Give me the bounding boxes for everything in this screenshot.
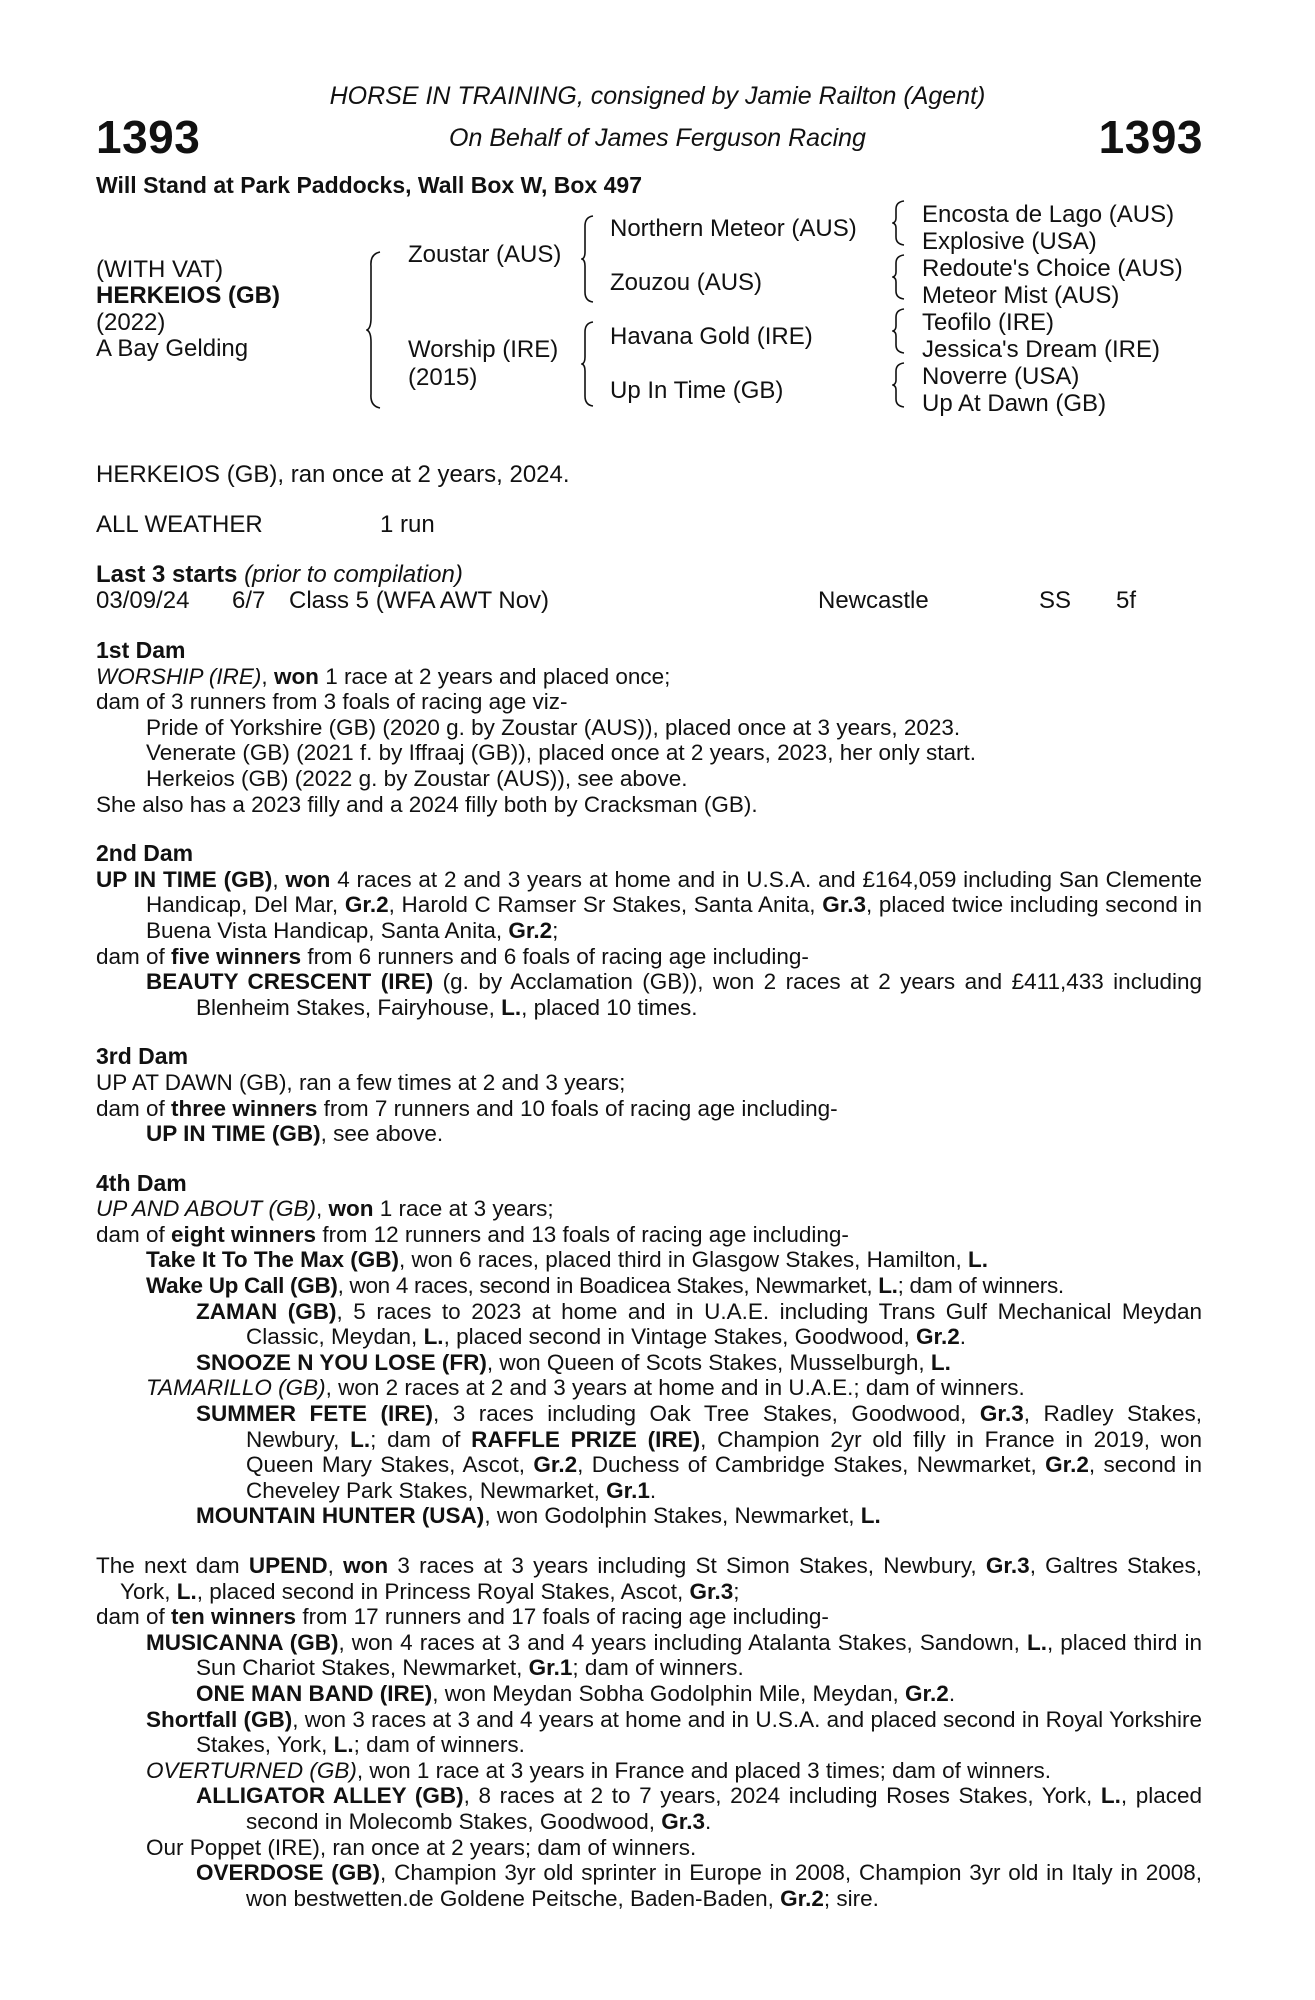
dam4-a-t: , won 6 races, placed third in Glasgow Stakes, Hamilton, bbox=[398, 1247, 968, 1273]
surface-label: ALL WEATHER bbox=[96, 511, 263, 538]
pedigree-dam-sire: Havana Gold (IRE) bbox=[610, 323, 813, 350]
dam4-offspring-b bbox=[96, 1273, 1202, 1299]
dam1-name: WORSHIP (IRE) bbox=[96, 663, 262, 689]
next-dam-e-name: ALLIGATOR ALLEY (GB) bbox=[196, 1783, 464, 1809]
last-starts-title: Last 3 starts bbox=[96, 561, 238, 588]
next-dam-c-t1: , won 3 races at 3 and 4 years at home and in U.S.A. and placed second in Royal Yorkshire Stakes, York, bbox=[196, 1706, 1202, 1758]
next-dam-dam-of-post: from 17 runners and 17 foals of racing age including- bbox=[296, 1604, 829, 1630]
dam4-b-t2: ; dam of winners. bbox=[897, 1273, 1064, 1299]
pedigree-gg2: Explosive (USA) bbox=[922, 228, 1097, 255]
next-dam-offspring-e bbox=[96, 1783, 1202, 1834]
lot-number-left: 1393 bbox=[96, 111, 201, 163]
dam2-o1-t1: (g. by Acclamation (GB)), won 2 races at 2 years and £411,433 including Blenheim Stakes, Fairyhouse, bbox=[196, 969, 1202, 1020]
dam4-won: won bbox=[328, 1196, 374, 1222]
next-dam-pre: The next dam bbox=[96, 1553, 249, 1578]
dam4-b-name: Wake Up Call (GB) bbox=[146, 1273, 338, 1299]
dam4-f-gr1: Gr.1 bbox=[606, 1477, 650, 1503]
next-dam-b-gr: Gr.2 bbox=[905, 1680, 949, 1706]
next-dam-c-t2: ; dam of winners. bbox=[353, 1732, 525, 1758]
dam4-g-t: , won Godolphin Stakes, Newmarket, bbox=[484, 1503, 861, 1529]
dam4-f-l: L. bbox=[350, 1426, 371, 1452]
surface-runs: 1 run bbox=[380, 511, 435, 538]
dam4-rest: 1 race at 3 years; bbox=[373, 1196, 554, 1222]
dam4-f-t4: , Champion 2yr old filly in France in 2019, won Queen Mary Stakes, Ascot, bbox=[246, 1426, 1202, 1478]
dam4-a-l: L. bbox=[967, 1247, 988, 1273]
pedigree-brace-main bbox=[366, 250, 382, 410]
dam4-dam-of-post: from 12 runners and 13 foals of racing age including- bbox=[316, 1221, 849, 1247]
next-dam-sep: , bbox=[327, 1553, 344, 1578]
dam2-gr2b: Gr.2 bbox=[508, 917, 553, 943]
dam4-offspring-e bbox=[96, 1375, 1202, 1401]
start-race: Class 5 (WFA AWT Nov) bbox=[289, 587, 550, 614]
pedigree-sire: Zoustar (AUS) bbox=[408, 241, 562, 268]
dam4-e-name: TAMARILLO (GB) bbox=[146, 1375, 326, 1401]
dam4-c-t3: . bbox=[959, 1324, 967, 1350]
next-dam-offspring-a bbox=[96, 1630, 1202, 1681]
on-behalf-line: On Behalf of James Ferguson Racing bbox=[449, 124, 866, 152]
dam2-dam-of bbox=[96, 944, 1202, 970]
start-going: SS bbox=[1039, 587, 1072, 614]
dam4-b-l: L. bbox=[878, 1273, 898, 1299]
dam4-b-t1: , won 4 races, second in Boadicea Stakes, Newmarket, bbox=[337, 1273, 879, 1299]
pedigree-gg7: Noverre (USA) bbox=[922, 363, 1080, 390]
last-starts-heading bbox=[96, 562, 463, 588]
dam4-a-name: Take It To The Max (GB) bbox=[146, 1247, 399, 1273]
dam4-f-gr2b: Gr.2 bbox=[1045, 1452, 1089, 1478]
next-dam-e-gr: Gr.3 bbox=[661, 1808, 706, 1834]
dam4-dam-of-pre: dam of bbox=[96, 1221, 172, 1247]
pedigree-brace-g1 bbox=[892, 199, 906, 247]
dam4-offspring-c bbox=[96, 1299, 1202, 1350]
dam1-progeny-2: Venerate (GB) (2021 f. by Iffraaj (GB)), placed once at 2 years, 2023, her only start. bbox=[146, 740, 977, 766]
horse-year: (2022) bbox=[96, 309, 166, 336]
horse-description: A Bay Gelding bbox=[96, 335, 249, 362]
dam2-dam-of-bold: five winners bbox=[171, 943, 302, 969]
dam4-offspring-g bbox=[96, 1503, 1202, 1529]
dam2-offspring-1 bbox=[96, 969, 1202, 1020]
next-dam-g-t2: ; sire. bbox=[823, 1885, 879, 1911]
dam3-dam-of bbox=[96, 1096, 1202, 1122]
dam2-dam-of-post: from 6 runners and 6 foals of racing age including- bbox=[301, 943, 809, 969]
dam2-o1-l: L. bbox=[501, 994, 522, 1020]
dam2-o1-name: BEAUTY CRESCENT (IRE) bbox=[146, 969, 434, 995]
dam4-title: 4th Dam bbox=[96, 1169, 187, 1196]
next-dam-a-t3: ; dam of winners. bbox=[572, 1655, 744, 1681]
dam2-name: UP IN TIME (GB) bbox=[96, 866, 273, 892]
next-dam-dam-of-pre: dam of bbox=[96, 1604, 172, 1630]
next-dam-d-t: , won 1 race at 3 years in France and placed 3 times; dam of winners. bbox=[356, 1757, 1051, 1783]
next-dam-b-t2: . bbox=[948, 1680, 956, 1706]
consignor-line: HORSE IN TRAINING, consigned by Jamie Railton (Agent) bbox=[329, 82, 986, 110]
pedigree-brace-dam bbox=[581, 320, 595, 408]
stand-location: Will Stand at Park Paddocks, Wall Box W, Box 497 bbox=[96, 172, 642, 198]
dam4-d-name: SNOOZE N YOU LOSE (FR) bbox=[196, 1349, 487, 1375]
pedigree-sire-dam: Zouzou (AUS) bbox=[610, 269, 763, 296]
pedigree-sire-sire: Northern Meteor (AUS) bbox=[610, 215, 857, 242]
next-dam-e-t1: , 8 races at 2 to 7 years, 2024 including Roses Stakes, York, bbox=[463, 1783, 1101, 1809]
dam2-won: won bbox=[285, 866, 331, 892]
next-dam-e-t3: . bbox=[705, 1808, 712, 1834]
pedigree-gg1: Encosta de Lago (AUS) bbox=[922, 201, 1175, 228]
dam4-e-t: , won 2 races at 2 and 3 years at home and in U.A.E.; dam of winners. bbox=[325, 1375, 1025, 1401]
dam4-f-name: SUMMER FETE (IRE) bbox=[196, 1401, 433, 1427]
next-dam-l1: L. bbox=[176, 1578, 197, 1604]
next-dam-b-name: ONE MAN BAND (IRE) bbox=[196, 1680, 433, 1706]
dam3-o1-t: , see above. bbox=[320, 1121, 444, 1147]
next-dam-a-t1: , won 4 races at 3 and 4 years including Atalanta Stakes, Sandown, bbox=[338, 1629, 1027, 1655]
dam1-progeny-1: Pride of Yorkshire (GB) (2020 g. by Zoustar (AUS)), placed once at 3 years, 2023. bbox=[146, 714, 961, 740]
next-dam-c-name: Shortfall (GB) bbox=[146, 1706, 293, 1732]
dam4-c-t2: , placed second in Vintage Stakes, Goodwood, bbox=[443, 1324, 916, 1350]
next-dam-won: won bbox=[343, 1553, 389, 1578]
pedigree-gg6: Jessica's Dream (IRE) bbox=[922, 336, 1160, 363]
pedigree-dam-dam: Up In Time (GB) bbox=[610, 377, 784, 404]
dam1-title: 1st Dam bbox=[96, 637, 186, 663]
next-dam-g-gr: Gr.2 bbox=[780, 1885, 824, 1911]
dam1-line: WORSHIP (IRE), won 1 race at 2 years and placed once; bbox=[96, 663, 671, 689]
dam3-title: 3rd Dam bbox=[96, 1043, 189, 1070]
start-course: Newcastle bbox=[818, 587, 929, 614]
next-dam-offspring-b bbox=[96, 1681, 1202, 1707]
dam4-f-t7: . bbox=[649, 1477, 657, 1503]
dam2-t2: , Harold C Ramser Sr Stakes, Santa Anita, bbox=[388, 892, 823, 918]
next-dam-a-gr: Gr.1 bbox=[528, 1655, 573, 1681]
dam4-d-l: L. bbox=[930, 1349, 951, 1375]
start-distance: 5f bbox=[1116, 587, 1137, 614]
dam4-f-t1: , 3 races including Oak Tree Stakes, Goodwood, bbox=[432, 1401, 980, 1427]
dam4-c-l: L. bbox=[423, 1324, 444, 1350]
pedigree-brace-sire bbox=[581, 214, 595, 304]
dam4-c-name: ZAMAN (GB) bbox=[196, 1298, 337, 1324]
dam4-c-gr: Gr.2 bbox=[915, 1324, 960, 1350]
next-dam-g-t1: , Champion 3yr old sprinter in Europe in 2008, Champion 3yr old in Italy in 2008, won bestwetten.de Goldene Peitsche, Baden-Baden, bbox=[246, 1860, 1202, 1911]
dam2-title: 2nd Dam bbox=[96, 840, 194, 867]
dam4-f-t3: ; dam of bbox=[370, 1426, 472, 1452]
horse-name: HERKEIOS (GB) bbox=[96, 282, 281, 309]
dam2-t1: 4 races at 2 and 3 years at home and in U.S.A. and £164,059 including San Clemente Handicap, Del Mar, bbox=[146, 866, 1202, 918]
lot-number-right: 1393 bbox=[1098, 111, 1203, 163]
dam2-t3: , placed twice including second in Buena Vista Handicap, Santa Anita, bbox=[146, 892, 1203, 943]
next-dam-a-t2: , placed third in Sun Chariot Stakes, Newmarket, bbox=[196, 1629, 1202, 1681]
pedigree-brace-g3 bbox=[892, 307, 906, 355]
dam4-f-t2: , Radley Stakes, Newbury, bbox=[246, 1401, 1203, 1452]
next-dam-name: UPEND bbox=[248, 1553, 328, 1578]
dam1-dam-of: dam of 3 runners from 3 foals of racing age viz- bbox=[96, 689, 568, 715]
dam4-f-gr3: Gr.3 bbox=[979, 1401, 1024, 1427]
next-dam-dam-of bbox=[96, 1604, 1202, 1630]
dam4-f-gr2a: Gr.2 bbox=[533, 1452, 578, 1478]
dam3-dam-of-bold: three winners bbox=[171, 1095, 318, 1121]
dam3-dam-of-pre: dam of bbox=[96, 1095, 172, 1121]
next-dam-a-l: L. bbox=[1026, 1629, 1047, 1655]
next-dam-gr3a: Gr.3 bbox=[985, 1553, 1030, 1578]
dam4-dam-of-bold: eight winners bbox=[171, 1221, 317, 1247]
dam4-f-name2: RAFFLE PRIZE (IRE) bbox=[471, 1426, 701, 1452]
next-dam-t1: 3 races at 3 years including St Simon Stakes, Newbury, bbox=[388, 1553, 986, 1578]
dam4-g-l: L. bbox=[860, 1503, 881, 1529]
dam4-d-t: , won Queen of Scots Stakes, Musselburgh, bbox=[486, 1349, 931, 1375]
dam4-f-t5: , Duchess of Cambridge Stakes, Newmarket, bbox=[577, 1452, 1046, 1478]
next-dam-e-l: L. bbox=[1100, 1783, 1121, 1809]
dam2-o1-t2: , placed 10 times. bbox=[521, 994, 698, 1020]
dam2-gr2a: Gr.2 bbox=[344, 892, 389, 918]
dam1-progeny-3: Herkeios (GB) (2022 g. by Zoustar (AUS)), see above. bbox=[146, 765, 688, 791]
pedigree-dam-year: (2015) bbox=[408, 364, 478, 391]
dam4-name: UP AND ABOUT (GB) bbox=[96, 1196, 317, 1222]
next-dam-e-t2: , placed second in Molecomb Stakes, Goodwood, bbox=[246, 1783, 1203, 1834]
dam1-rest: 1 race at 2 years and placed once; bbox=[318, 663, 671, 689]
pedigree-brace-g2 bbox=[892, 253, 906, 301]
next-dam-c-l: L. bbox=[333, 1732, 354, 1758]
dam3-offspring-1 bbox=[96, 1121, 1202, 1147]
dam2-record: UP IN TIME (GB), won 4 races at 2 and 3 years at home and in U.S.A. and £164,059 including San Clemente Handicap, Del Mar, Gr.2, Harold C Ramser Sr Stakes, Santa Anita, Gr.3, placed twice including second in Buena Vista Handicap, Santa Anita, Gr.2; bbox=[96, 866, 1203, 943]
dam4-g-name: MOUNTAIN HUNTER (USA) bbox=[196, 1503, 485, 1529]
race-summary: HERKEIOS (GB), ran once at 2 years, 2024. bbox=[96, 461, 570, 488]
dam4-f-t6: , second in Cheveley Park Stakes, Newmarket, bbox=[246, 1452, 1202, 1503]
pedigree-dam: Worship (IRE) bbox=[408, 336, 559, 363]
next-dam-b-t: , won Meydan Sobha Godolphin Mile, Meydan, bbox=[432, 1680, 906, 1706]
family-body bbox=[96, 638, 1202, 1911]
dam3-line: UP AT DAWN (GB), ran a few times at 2 and 3 years; bbox=[96, 1069, 626, 1095]
dam1-also: She also has a 2023 filly and a 2024 filly both by Cracksman (GB). bbox=[96, 791, 758, 817]
dam2-t4: ; bbox=[552, 917, 559, 943]
dam3-dam-of-post: from 7 runners and 10 foals of racing age including- bbox=[317, 1095, 838, 1121]
pedigree-gg5: Teofilo (IRE) bbox=[922, 309, 1055, 336]
next-dam-offspring-g bbox=[96, 1860, 1202, 1911]
pedigree-brace-g4 bbox=[892, 361, 906, 409]
next-dam-offspring-c bbox=[96, 1707, 1202, 1758]
vat-note: (WITH VAT) bbox=[96, 256, 224, 283]
next-dam-t2: , Galtres Stakes, York, bbox=[120, 1553, 1202, 1604]
dam2-gr3a: Gr.3 bbox=[822, 892, 866, 918]
next-dam-g-name: OVERDOSE (GB) bbox=[196, 1860, 381, 1886]
dam4-line: UP AND ABOUT (GB), won 1 race at 3 years; bbox=[96, 1196, 554, 1222]
next-dam-offspring-f: Our Poppet (IRE), ran once at 2 years; dam of winners. bbox=[146, 1834, 697, 1860]
dam4-offspring-f bbox=[96, 1401, 1202, 1503]
pedigree-gg3: Redoute's Choice (AUS) bbox=[922, 255, 1183, 282]
last-starts-note: (prior to compilation) bbox=[244, 561, 463, 588]
next-dam-offspring-d bbox=[96, 1758, 1202, 1784]
start-position: 6/7 bbox=[232, 587, 266, 614]
start-date: 03/09/24 bbox=[96, 587, 190, 614]
dam4-c-t1: , 5 races to 2023 at home and in U.A.E. including Trans Gulf Mechanical Meydan Classic, Meydan, bbox=[246, 1298, 1202, 1350]
next-dam-t3: , placed second in Princess Royal Stakes, Ascot, bbox=[196, 1578, 690, 1604]
dam3-o1-name: UP IN TIME (GB) bbox=[146, 1121, 321, 1147]
next-dam-gr3b: Gr.3 bbox=[689, 1578, 734, 1604]
dam1-won: won bbox=[273, 663, 319, 689]
pedigree-gg8: Up At Dawn (GB) bbox=[922, 390, 1107, 417]
pedigree-gg4: Meteor Mist (AUS) bbox=[922, 282, 1120, 309]
next-dam-t4: ; bbox=[733, 1578, 740, 1604]
dam2-dam-of-pre: dam of bbox=[96, 943, 172, 969]
next-dam-a-name: MUSICANNA (GB) bbox=[146, 1629, 339, 1655]
dam4-offspring-a bbox=[96, 1247, 1202, 1273]
next-dam-d-name: OVERTURNED (GB) bbox=[146, 1757, 357, 1783]
next-dam-dam-of-bold: ten winners bbox=[171, 1604, 297, 1630]
dam4-dam-of bbox=[96, 1222, 1202, 1248]
dam4-offspring-d bbox=[96, 1350, 1202, 1376]
next-dam-record bbox=[96, 1553, 1202, 1604]
